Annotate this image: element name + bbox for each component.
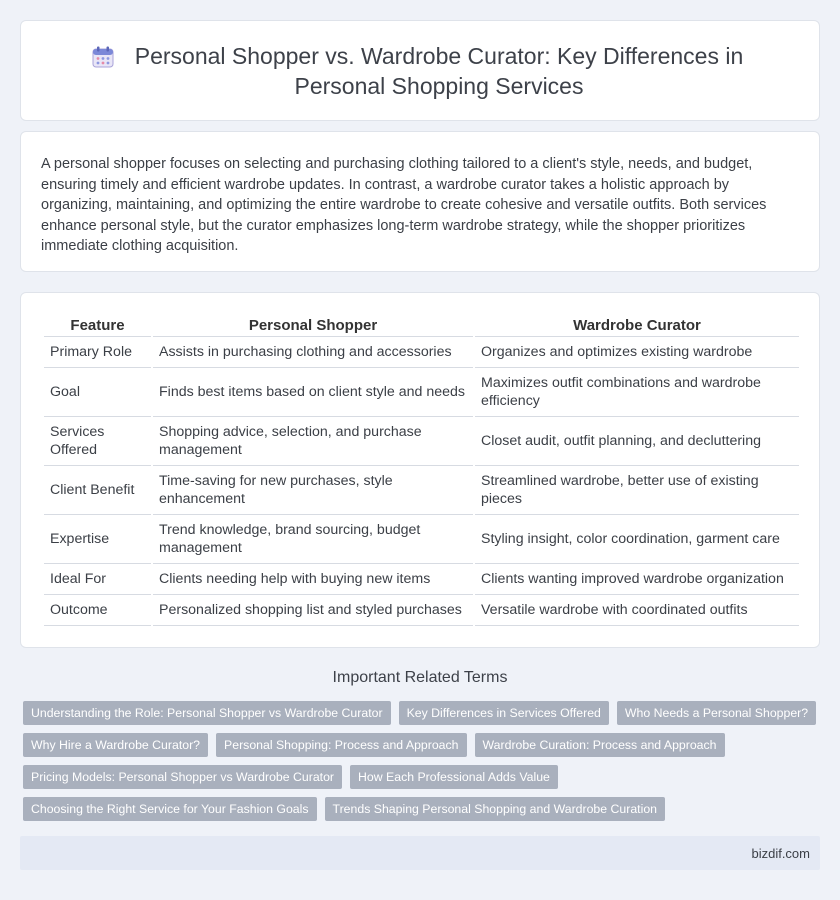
footer	[20, 836, 820, 870]
related-term-tag[interactable]: Wardrobe Curation: Process and Approach	[475, 733, 725, 757]
intro-paragraph: A personal shopper focuses on selecting and purchasing clothing tailored to a client's style, needs, and budget, ensuring timely and efficient wardrobe updates. In contrast, a wardrobe curator takes a holistic approach by organizing, maintaining, and optimizing the entire wardrobe to create cohesive and versatile outfits. Both services enhance personal style, but the curator emphasizes long-term wardrobe strategy, while the shopper prioritizes immediate clothing acquisition.	[41, 156, 767, 254]
related-term-tag[interactable]: Trends Shaping Personal Shopping and Wardrobe Curation	[325, 797, 665, 821]
related-terms-tags	[23, 701, 823, 829]
feature-cell: Primary Role	[44, 337, 151, 368]
related-term-tag[interactable]: Understanding the Role: Personal Shopper vs Wardrobe Curator	[23, 701, 391, 725]
tag-row	[23, 701, 823, 725]
related-terms-heading: Important Related Terms	[332, 669, 508, 686]
feature-cell: Client Benefit	[44, 466, 151, 515]
related-term-tag[interactable]: Choosing the Right Service for Your Fashion Goals	[23, 797, 317, 821]
personal-shopper-cell: Assists in purchasing clothing and accessories	[153, 337, 473, 368]
related-term-tag[interactable]: Personal Shopping: Process and Approach	[216, 733, 466, 757]
comparison-table-card	[20, 292, 820, 648]
table-row	[44, 417, 799, 466]
table-header-row	[44, 313, 799, 337]
wardrobe-curator-cell: Maximizes outfit combinations and wardrobe efficiency	[475, 368, 799, 417]
personal-shopper-cell: Shopping advice, selection, and purchase management	[153, 417, 473, 466]
calendar-icon	[91, 45, 115, 69]
intro-card	[20, 131, 820, 272]
feature-cell: Expertise	[44, 515, 151, 564]
related-term-tag[interactable]: Key Differences in Services Offered	[399, 701, 609, 725]
table-row	[44, 564, 799, 595]
related-term-tag[interactable]: Why Hire a Wardrobe Curator?	[23, 733, 208, 757]
personal-shopper-cell: Personalized shopping list and styled purchases	[153, 595, 473, 626]
table-row	[44, 337, 799, 368]
table-row	[44, 515, 799, 564]
header-personal-shopper: Personal Shopper	[153, 313, 473, 337]
wardrobe-curator-cell: Streamlined wardrobe, better use of existing pieces	[475, 466, 799, 515]
personal-shopper-cell: Time-saving for new purchases, style enhancement	[153, 466, 473, 515]
wardrobe-curator-cell: Versatile wardrobe with coordinated outfits	[475, 595, 799, 626]
personal-shopper-cell: Clients needing help with buying new items	[153, 564, 473, 595]
feature-cell: Outcome	[44, 595, 151, 626]
table-row	[44, 595, 799, 626]
tag-row	[23, 797, 823, 821]
title-wrap	[51, 41, 789, 101]
wardrobe-curator-cell: Styling insight, color coordination, garment care	[475, 515, 799, 564]
feature-cell: Ideal For	[44, 564, 151, 595]
wardrobe-curator-cell: Organizes and optimizes existing wardrobe	[475, 337, 799, 368]
comparison-table	[42, 313, 801, 626]
personal-shopper-cell: Finds best items based on client style and needs	[153, 368, 473, 417]
footer-site-link[interactable]: bizdif.com	[751, 845, 810, 861]
table-row	[44, 368, 799, 417]
title-card	[20, 20, 820, 121]
wardrobe-curator-cell: Closet audit, outfit planning, and decluttering	[475, 417, 799, 466]
personal-shopper-cell: Trend knowledge, brand sourcing, budget management	[153, 515, 473, 564]
feature-cell: Goal	[44, 368, 151, 417]
related-term-tag[interactable]: How Each Professional Adds Value	[350, 765, 558, 789]
tag-row	[23, 733, 823, 757]
feature-cell: Services Offered	[44, 417, 151, 466]
related-term-tag[interactable]: Pricing Models: Personal Shopper vs Wardrobe Curator	[23, 765, 342, 789]
table-row	[44, 466, 799, 515]
tag-row	[23, 765, 823, 789]
header-wardrobe-curator: Wardrobe Curator	[475, 313, 799, 337]
header-feature: Feature	[44, 313, 151, 337]
related-term-tag[interactable]: Who Needs a Personal Shopper?	[617, 701, 816, 725]
wardrobe-curator-cell: Clients wanting improved wardrobe organization	[475, 564, 799, 595]
page-title: Personal Shopper vs. Wardrobe Curator: Key Differences in Personal Shopping Services	[134, 42, 744, 99]
